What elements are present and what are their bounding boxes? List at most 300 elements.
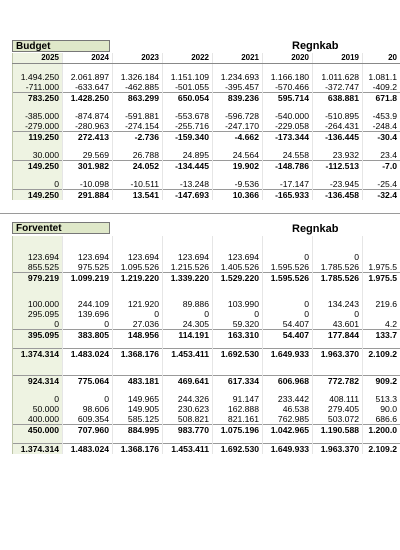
cell[interactable] [363,244,400,252]
cell[interactable]: 295.095 [13,309,63,319]
cell[interactable] [263,283,313,291]
cell[interactable]: -112.513 [313,161,363,172]
cell[interactable]: -553.678 [163,111,213,121]
cell[interactable]: 46.538 [263,404,313,414]
cell[interactable] [263,435,313,444]
cell[interactable] [213,103,263,111]
forventet-label[interactable]: Forventet [12,222,110,234]
cell[interactable]: 149.250 [13,190,63,201]
cell[interactable]: 133.7 [363,330,400,341]
cell[interactable] [163,340,213,349]
cell[interactable] [163,171,213,179]
cell[interactable]: 24.564 [213,150,263,161]
cell[interactable]: -173.344 [263,132,313,143]
cell[interactable]: 839.236 [213,93,263,104]
cell[interactable]: -148.786 [263,161,313,172]
cell[interactable]: 177.844 [313,330,363,341]
cell[interactable]: 90.0 [363,404,400,414]
cell[interactable]: 89.886 [163,299,213,309]
cell[interactable]: 244.326 [163,394,213,404]
cell[interactable]: 123.694 [113,252,163,262]
cell[interactable]: 0 [63,394,113,404]
cell[interactable]: 272.413 [63,132,113,143]
cell[interactable] [363,367,400,376]
cell[interactable] [113,359,163,367]
cell[interactable]: 503.072 [313,414,363,425]
cell[interactable]: 617.334 [213,376,263,387]
cell[interactable]: 291.884 [63,190,113,201]
cell[interactable]: -147.693 [163,190,213,201]
cell[interactable]: 1.975.5 [363,273,400,284]
cell[interactable]: -165.933 [263,190,313,201]
cell[interactable]: 29.569 [63,150,113,161]
cell[interactable]: 24.895 [163,150,213,161]
cell[interactable]: -591.881 [113,111,163,121]
cell[interactable] [313,359,363,367]
cell[interactable]: -540.000 [263,111,313,121]
cell[interactable]: 1.374.314 [13,349,63,360]
cell[interactable]: 1.368.176 [113,444,163,455]
cell[interactable]: 1.151.109 [163,72,213,82]
cell[interactable]: 1.963.370 [313,349,363,360]
cell[interactable]: 650.054 [163,93,213,104]
cell[interactable]: 24.558 [263,150,313,161]
cell[interactable]: 983.770 [163,425,213,436]
cell[interactable]: 1.339.220 [163,273,213,284]
cell[interactable]: 100.000 [13,299,63,309]
cell[interactable] [13,142,63,150]
cell[interactable]: 2.109.2 [363,444,400,455]
cell[interactable]: 924.314 [13,376,63,387]
cell[interactable] [263,359,313,367]
cell[interactable]: 98.606 [63,404,113,414]
cell[interactable] [113,244,163,252]
cell[interactable]: -10.098 [63,179,113,190]
cell[interactable]: 1.405.526 [213,262,263,273]
cell[interactable]: -462.885 [113,82,163,93]
cell[interactable]: 123.694 [213,252,263,262]
cell[interactable] [163,64,213,73]
cell[interactable]: 24.052 [113,161,163,172]
cell[interactable]: -229.058 [263,121,313,132]
cell[interactable] [63,236,113,244]
year-header-cell[interactable]: 2024 [63,53,113,64]
cell[interactable]: 686.6 [363,414,400,425]
cell[interactable]: 0 [113,309,163,319]
cell[interactable]: -134.445 [163,161,213,172]
cell[interactable]: 24.305 [163,319,213,330]
cell[interactable]: 1.529.220 [213,273,263,284]
cell[interactable]: -32.4 [363,190,400,201]
cell[interactable] [213,171,263,179]
cell[interactable]: 1.095.526 [113,262,163,273]
cell[interactable] [363,291,400,299]
cell[interactable] [313,64,363,73]
cell[interactable]: 1.785.526 [313,262,363,273]
cell[interactable] [363,103,400,111]
cell[interactable]: -711.000 [13,82,63,93]
cell[interactable] [363,142,400,150]
cell[interactable] [13,367,63,376]
cell[interactable] [13,435,63,444]
year-header-cell[interactable]: 2022 [163,53,213,64]
cell[interactable]: 119.250 [13,132,63,143]
cell[interactable]: -409.2 [363,82,400,93]
cell[interactable]: 469.641 [163,376,213,387]
cell[interactable] [263,103,313,111]
cell[interactable]: -453.9 [363,111,400,121]
cell[interactable]: 0 [263,309,313,319]
cell[interactable]: 121.920 [113,299,163,309]
year-header-cell[interactable]: 2023 [113,53,163,64]
cell[interactable]: 1.042.965 [263,425,313,436]
cell[interactable]: 114.191 [163,330,213,341]
cell[interactable]: 103.990 [213,299,263,309]
cell[interactable] [163,367,213,376]
cell[interactable] [163,386,213,394]
cell[interactable] [313,236,363,244]
cell[interactable]: 162.888 [213,404,263,414]
cell[interactable]: 149.905 [113,404,163,414]
cell[interactable] [63,64,113,73]
cell[interactable]: 1.428.250 [63,93,113,104]
cell[interactable] [363,171,400,179]
cell[interactable] [213,359,263,367]
cell[interactable]: 30.000 [13,150,63,161]
cell[interactable] [113,64,163,73]
cell[interactable]: -247.170 [213,121,263,132]
cell[interactable]: -30.4 [363,132,400,143]
cell[interactable] [13,103,63,111]
cell[interactable]: 1.011.628 [313,72,363,82]
cell[interactable]: 134.243 [313,299,363,309]
cell[interactable] [213,291,263,299]
cell[interactable] [363,283,400,291]
cell[interactable] [113,171,163,179]
cell[interactable]: 671.8 [363,93,400,104]
cell[interactable]: 0 [263,299,313,309]
cell[interactable] [63,340,113,349]
cell[interactable]: 1.215.526 [163,262,213,273]
cell[interactable] [163,142,213,150]
cell[interactable] [113,142,163,150]
cell[interactable]: -25.4 [363,179,400,190]
cell[interactable]: -255.716 [163,121,213,132]
cell[interactable]: -13.248 [163,179,213,190]
cell[interactable]: 909.2 [363,376,400,387]
cell[interactable] [263,142,313,150]
cell[interactable]: 54.407 [263,330,313,341]
cell[interactable]: -2.736 [113,132,163,143]
cell[interactable]: -136.458 [313,190,363,201]
cell[interactable]: 821.161 [213,414,263,425]
cell[interactable]: 1.374.314 [13,444,63,455]
cell[interactable] [263,367,313,376]
cell[interactable]: 0 [13,394,63,404]
cell[interactable]: 50.000 [13,404,63,414]
cell[interactable]: 149.965 [113,394,163,404]
cell[interactable]: 508.821 [163,414,213,425]
cell[interactable]: 1.483.024 [63,444,113,455]
cell[interactable]: -159.340 [163,132,213,143]
cell[interactable]: -372.747 [313,82,363,93]
budget-label[interactable]: Budget [12,40,110,52]
cell[interactable]: 26.788 [113,150,163,161]
cell[interactable]: -17.147 [263,179,313,190]
cell[interactable]: 1.453.411 [163,349,213,360]
cell[interactable]: 1.219.220 [113,273,163,284]
cell[interactable] [113,291,163,299]
cell[interactable] [363,359,400,367]
cell[interactable] [13,291,63,299]
cell[interactable]: -596.728 [213,111,263,121]
cell[interactable]: 707.960 [63,425,113,436]
cell[interactable]: 483.181 [113,376,163,387]
year-header-cell[interactable]: 2021 [213,53,263,64]
cell[interactable] [113,386,163,394]
cell[interactable]: 123.694 [13,252,63,262]
cell[interactable]: 244.109 [63,299,113,309]
cell[interactable] [363,64,400,73]
cell[interactable]: 395.095 [13,330,63,341]
cell[interactable] [63,359,113,367]
cell[interactable] [13,386,63,394]
year-header-cell[interactable]: 2019 [313,53,363,64]
cell[interactable] [213,435,263,444]
cell[interactable]: -570.466 [263,82,313,93]
cell[interactable]: -279.000 [13,121,63,132]
cell[interactable] [363,386,400,394]
cell[interactable]: 1.190.588 [313,425,363,436]
cell[interactable]: 13.541 [113,190,163,201]
cell[interactable] [63,103,113,111]
cell[interactable]: 301.982 [63,161,113,172]
cell[interactable] [313,386,363,394]
cell[interactable]: -280.963 [63,121,113,132]
cell[interactable]: 233.442 [263,394,313,404]
cell[interactable] [113,236,163,244]
cell[interactable]: 1.595.526 [263,273,313,284]
cell[interactable] [13,283,63,291]
cell[interactable]: -23.945 [313,179,363,190]
cell[interactable]: 149.250 [13,161,63,172]
cell[interactable]: 0 [163,309,213,319]
cell[interactable] [13,340,63,349]
cell[interactable]: 2.061.897 [63,72,113,82]
cell[interactable] [13,244,63,252]
year-header-cell[interactable]: 2025 [13,53,63,64]
cell[interactable] [313,283,363,291]
cell[interactable]: 123.694 [163,252,213,262]
cell[interactable]: 0 [13,179,63,190]
cell[interactable]: 1.649.933 [263,349,313,360]
cell[interactable] [213,340,263,349]
cell[interactable]: 638.881 [313,93,363,104]
cell[interactable]: 4.2 [363,319,400,330]
cell[interactable]: 23.932 [313,150,363,161]
cell[interactable] [63,435,113,444]
cell[interactable]: 279.405 [313,404,363,414]
cell[interactable]: 772.782 [313,376,363,387]
cell[interactable] [313,367,363,376]
cell[interactable] [63,142,113,150]
cell[interactable] [213,244,263,252]
year-header-cell[interactable]: 20 [363,53,400,64]
cell[interactable] [113,340,163,349]
cell[interactable]: 1.368.176 [113,349,163,360]
cell[interactable] [13,359,63,367]
cell[interactable] [363,252,400,262]
cell[interactable]: -264.431 [313,121,363,132]
cell[interactable]: 19.902 [213,161,263,172]
cell[interactable] [63,367,113,376]
cell[interactable] [363,340,400,349]
cell[interactable]: 1.200.0 [363,425,400,436]
cell[interactable] [363,309,400,319]
cell[interactable] [263,64,313,73]
cell[interactable]: -874.874 [63,111,113,121]
cell[interactable] [213,142,263,150]
cell[interactable]: -136.445 [313,132,363,143]
cell[interactable]: 43.601 [313,319,363,330]
cell[interactable]: 863.299 [113,93,163,104]
cell[interactable]: 0 [63,319,113,330]
cell[interactable]: 855.525 [13,262,63,273]
cell[interactable] [113,103,163,111]
cell[interactable]: 775.064 [63,376,113,387]
cell[interactable] [213,367,263,376]
cell[interactable]: 450.000 [13,425,63,436]
cell[interactable] [263,291,313,299]
cell[interactable] [313,142,363,150]
cell[interactable]: 139.696 [63,309,113,319]
cell[interactable] [163,283,213,291]
cell[interactable]: 230.623 [163,404,213,414]
cell[interactable]: 1.234.693 [213,72,263,82]
cell[interactable] [313,340,363,349]
cell[interactable]: 1.692.530 [213,444,263,455]
cell[interactable]: -274.154 [113,121,163,132]
cell[interactable]: 609.354 [63,414,113,425]
cell[interactable] [63,244,113,252]
year-header-cell[interactable]: 2020 [263,53,313,64]
cell[interactable]: 1.963.370 [313,444,363,455]
cell[interactable] [13,64,63,73]
cell[interactable]: -501.055 [163,82,213,93]
cell[interactable]: 59.320 [213,319,263,330]
cell[interactable]: -4.662 [213,132,263,143]
cell[interactable] [363,236,400,244]
cell[interactable]: 400.000 [13,414,63,425]
cell[interactable] [313,244,363,252]
cell[interactable]: 1.081.1 [363,72,400,82]
cell[interactable]: 783.250 [13,93,63,104]
cell[interactable]: 0 [213,309,263,319]
cell[interactable] [313,171,363,179]
cell[interactable]: -9.536 [213,179,263,190]
cell[interactable] [163,244,213,252]
cell[interactable] [263,340,313,349]
cell[interactable]: 0 [263,252,313,262]
cell[interactable]: -10.511 [113,179,163,190]
cell[interactable] [363,435,400,444]
cell[interactable]: 979.219 [13,273,63,284]
cell[interactable]: 1.649.933 [263,444,313,455]
cell[interactable]: 884.995 [113,425,163,436]
cell[interactable]: 148.956 [113,330,163,341]
cell[interactable] [313,291,363,299]
cell[interactable]: 1.595.526 [263,262,313,273]
cell[interactable] [63,171,113,179]
cell[interactable]: 0 [313,309,363,319]
cell[interactable] [213,386,263,394]
cell[interactable] [163,103,213,111]
cell[interactable] [213,236,263,244]
cell[interactable]: -395.457 [213,82,263,93]
cell[interactable] [13,171,63,179]
cell[interactable]: 595.714 [263,93,313,104]
cell[interactable] [213,64,263,73]
cell[interactable]: 219.6 [363,299,400,309]
cell[interactable] [213,283,263,291]
cell[interactable]: 91.147 [213,394,263,404]
cell[interactable] [263,171,313,179]
cell[interactable]: 1.785.526 [313,273,363,284]
cell[interactable] [113,435,163,444]
cell[interactable]: 606.968 [263,376,313,387]
cell[interactable] [263,236,313,244]
cell[interactable]: 1.975.5 [363,262,400,273]
cell[interactable]: 23.4 [363,150,400,161]
cell[interactable] [63,283,113,291]
cell[interactable] [163,236,213,244]
cell[interactable]: 1.326.184 [113,72,163,82]
cell[interactable] [163,291,213,299]
cell[interactable]: 1.692.530 [213,349,263,360]
cell[interactable]: 2.109.2 [363,349,400,360]
cell[interactable]: 0 [313,252,363,262]
cell[interactable]: 762.985 [263,414,313,425]
cell[interactable]: -385.000 [13,111,63,121]
cell[interactable]: 408.111 [313,394,363,404]
cell[interactable]: 585.125 [113,414,163,425]
cell[interactable]: 54.407 [263,319,313,330]
cell[interactable]: -7.0 [363,161,400,172]
cell[interactable] [113,367,163,376]
cell[interactable]: 1.453.411 [163,444,213,455]
cell[interactable]: -510.895 [313,111,363,121]
cell[interactable]: 27.036 [113,319,163,330]
cell[interactable] [263,244,313,252]
cell[interactable] [63,291,113,299]
cell[interactable] [13,236,63,244]
cell[interactable]: 1.075.196 [213,425,263,436]
cell[interactable] [263,386,313,394]
cell[interactable] [163,435,213,444]
cell[interactable]: 1.483.024 [63,349,113,360]
cell[interactable]: 123.694 [63,252,113,262]
cell[interactable] [313,103,363,111]
cell[interactable]: 1.099.219 [63,273,113,284]
cell[interactable] [313,435,363,444]
cell[interactable] [163,359,213,367]
cell[interactable]: 513.3 [363,394,400,404]
cell[interactable]: -633.647 [63,82,113,93]
cell[interactable]: 163.310 [213,330,263,341]
cell[interactable]: 1.166.180 [263,72,313,82]
cell[interactable]: 0 [13,319,63,330]
cell[interactable]: 10.366 [213,190,263,201]
